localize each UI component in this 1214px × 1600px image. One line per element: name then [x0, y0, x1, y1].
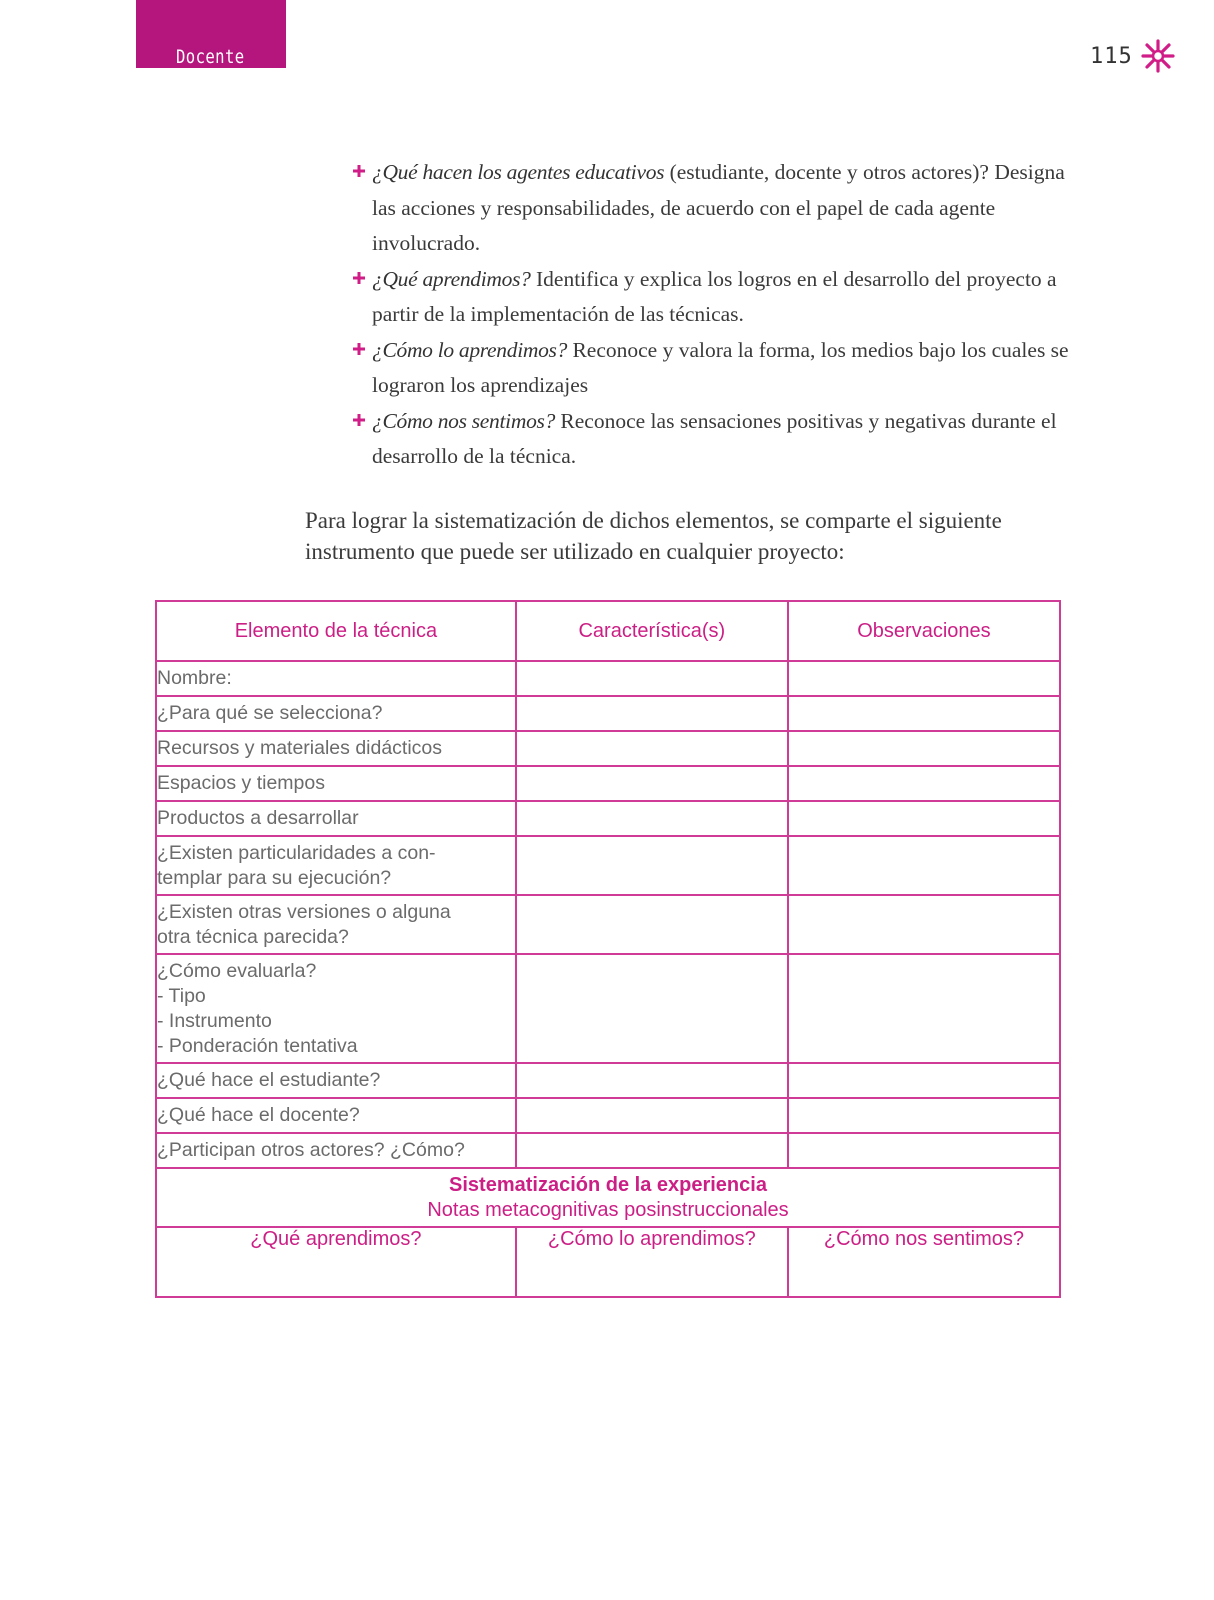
- asterisk-icon: [1140, 38, 1176, 74]
- row-label: ¿Participan otros actores? ¿Cómo?: [156, 1133, 516, 1168]
- plus-bullet-icon: [352, 164, 366, 178]
- table-row: [156, 731, 1060, 766]
- row-label: ¿Para qué se selecciona?: [156, 696, 516, 731]
- bullet-item: [352, 155, 1072, 262]
- intro-paragraph: Para lograr la sistematización de dichos elementos, se comparte el siguiente instrumento que puede ser utilizado en cualquier proyecto:: [305, 508, 1002, 564]
- section-tab: [136, 0, 286, 68]
- row-label: ¿Existen particularidades a con- templar para su ejecución?: [156, 836, 516, 895]
- plus-bullet-icon: [352, 271, 366, 285]
- empty-cell: [788, 1098, 1060, 1133]
- table-row: [156, 696, 1060, 731]
- empty-cell: [516, 731, 788, 766]
- row-label: ¿Cómo evaluarla? - Tipo - Instrumento - Ponderación tentativa: [156, 954, 516, 1063]
- column-header: Característica(s): [516, 601, 788, 661]
- section-title: Sistematización de la experiencia: [449, 1173, 767, 1196]
- footer-cell: ¿Qué aprendimos?: [156, 1227, 516, 1297]
- row-label: Nombre:: [156, 661, 516, 696]
- bullet-list: [352, 155, 1072, 475]
- footer-cell: ¿Cómo lo aprendimos?: [516, 1227, 788, 1297]
- column-header: Elemento de la técnica: [156, 601, 516, 661]
- table-row: [156, 661, 1060, 696]
- empty-cell: [788, 801, 1060, 836]
- row-label: ¿Existen otras versiones o alguna otra técnica parecida?: [156, 895, 516, 954]
- bullet-text: (estudiante, docente y otros actores)? Designa las acciones y responsabilidades, de acuerdo con el papel de cada agente involucrado.: [372, 160, 1065, 255]
- plus-bullet-icon: [352, 342, 366, 356]
- section-tab-label: Docente: [176, 46, 245, 68]
- empty-cell: [516, 954, 788, 1063]
- row-label: Productos a desarrollar: [156, 801, 516, 836]
- column-header: Observaciones: [788, 601, 1060, 661]
- empty-cell: [788, 1133, 1060, 1168]
- empty-cell: [788, 954, 1060, 1063]
- empty-cell: [788, 731, 1060, 766]
- footer-cell: ¿Cómo nos sentimos?: [788, 1227, 1060, 1297]
- table-row: [156, 766, 1060, 801]
- table-row: [156, 801, 1060, 836]
- footer-row: [156, 1227, 1060, 1297]
- empty-cell: [788, 696, 1060, 731]
- section-subtitle: Notas metacognitivas posinstruccionales: [427, 1198, 789, 1221]
- table-row: [156, 1063, 1060, 1098]
- empty-cell: [516, 661, 788, 696]
- bullet-text: Reconoce y valora la forma, los medios bajo los cuales se lograron los aprendizajes: [372, 337, 1069, 397]
- plus-bullet-icon: [352, 413, 366, 427]
- bullet-question: ¿Cómo nos sentimos?: [372, 408, 556, 433]
- row-label: ¿Qué hace el docente?: [156, 1098, 516, 1133]
- empty-cell: [516, 1133, 788, 1168]
- table-row: [156, 895, 1060, 954]
- bullet-question: ¿Cómo lo aprendimos?: [372, 337, 568, 362]
- bullet-item: [352, 404, 1072, 475]
- row-label: Espacios y tiempos: [156, 766, 516, 801]
- table-row: [156, 1098, 1060, 1133]
- empty-cell: [516, 895, 788, 954]
- empty-cell: [788, 661, 1060, 696]
- empty-cell: [516, 801, 788, 836]
- empty-cell: [516, 836, 788, 895]
- empty-cell: [788, 895, 1060, 954]
- table-row: [156, 1133, 1060, 1168]
- page-number: 115: [1090, 44, 1133, 69]
- bullet-item: [352, 333, 1072, 404]
- empty-cell: [788, 766, 1060, 801]
- empty-cell: [516, 766, 788, 801]
- empty-cell: [516, 696, 788, 731]
- empty-cell: [788, 1063, 1060, 1098]
- table-row: [156, 954, 1060, 1063]
- bullet-item: [352, 262, 1072, 333]
- technique-table: [155, 600, 1061, 1298]
- bullet-question: ¿Qué hacen los agentes educativos: [372, 160, 665, 184]
- empty-cell: [516, 1098, 788, 1133]
- section-row: [156, 1168, 1060, 1227]
- bullet-text: Identifica y explica los logros en el desarrollo del proyecto a partir de la implementación de las técnicas.: [372, 266, 1057, 326]
- table-row: [156, 836, 1060, 895]
- row-label: Recursos y materiales didácticos: [156, 731, 516, 766]
- bullet-question: ¿Qué aprendimos?: [372, 266, 531, 291]
- section-heading: [156, 1168, 1060, 1227]
- bullet-text: Reconoce las sensaciones positivas y negativas durante el desarrollo de la técnica.: [372, 408, 1057, 468]
- empty-cell: [788, 836, 1060, 895]
- empty-cell: [516, 1063, 788, 1098]
- row-label: ¿Qué hace el estudiante?: [156, 1063, 516, 1098]
- table-header-row: [156, 601, 1060, 661]
